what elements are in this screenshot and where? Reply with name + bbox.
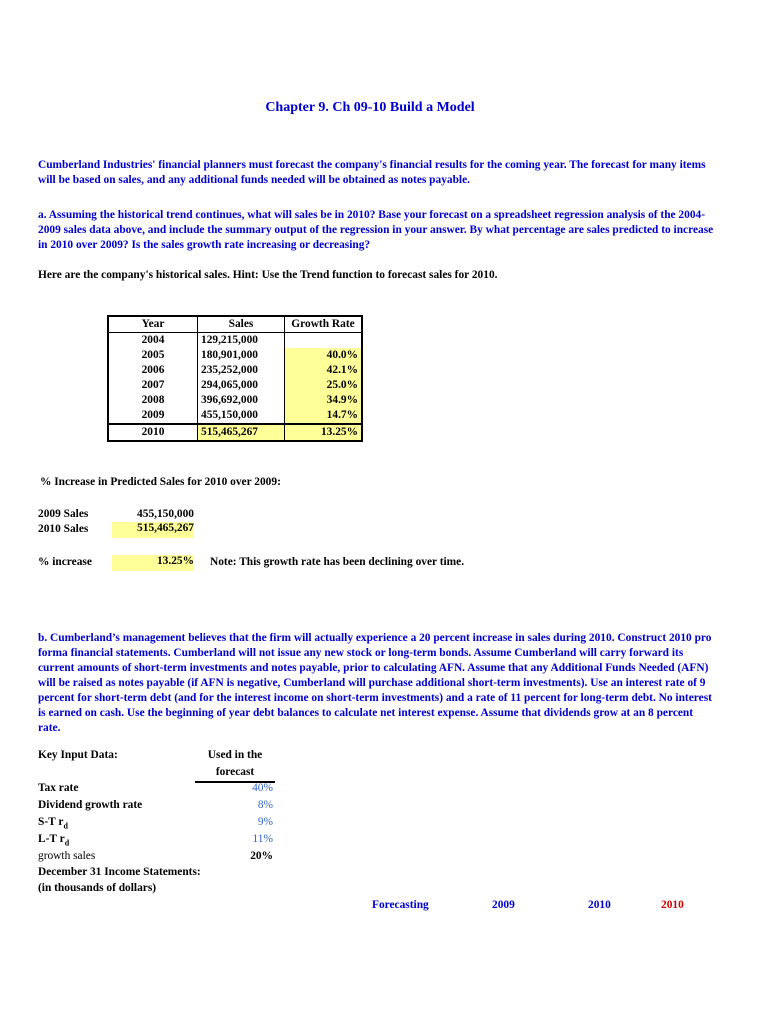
- sales-2010-value: 515,465,267: [112, 522, 194, 538]
- sales-cell: 396,692,000: [198, 393, 285, 408]
- sales-2009-value: 455,150,000: [137, 508, 194, 520]
- inputs-heading: Key Input Data:: [38, 749, 118, 761]
- forecasting-header: Forecasting: [372, 899, 429, 911]
- income-heading: December 31 Income Statements:: [38, 866, 201, 878]
- growth-cell: 25.0%: [285, 378, 363, 393]
- header-sales: Sales: [198, 316, 285, 333]
- table-header-row: [108, 316, 362, 333]
- growth-note: Note: This growth rate has been declining over time.: [210, 556, 465, 568]
- sales-cell: 129,215,000: [198, 333, 285, 349]
- inputs-col-header-1: Used in the: [207, 749, 263, 761]
- growth-cell: 13.25%: [285, 424, 363, 441]
- input-value-growth[interactable]: 20%: [250, 850, 273, 862]
- table-row: [108, 363, 362, 378]
- sales-2009-label: 2009 Sales: [38, 508, 89, 520]
- inputs-col-header-2: forecast: [215, 766, 255, 778]
- year-cell: 2010: [108, 424, 198, 441]
- col-2010-header: 2010: [588, 899, 611, 911]
- year-cell: 2008: [141, 394, 165, 406]
- sales-cell: 235,252,000: [198, 363, 285, 378]
- year-cell: 2007: [141, 379, 165, 391]
- table-row: [108, 348, 362, 363]
- input-value-dividend[interactable]: 8%: [257, 799, 273, 811]
- growth-cell: 42.1%: [285, 363, 363, 378]
- input-value-tax[interactable]: 40%: [252, 782, 273, 794]
- units-label: (in thousands of dollars): [38, 882, 157, 894]
- input-label-lt-rate: L-T $r_d$: [38, 833, 70, 848]
- table-row-forecast: [108, 424, 362, 441]
- col-2010-forecast-header: 2010: [661, 899, 684, 911]
- table-row: [108, 378, 362, 393]
- sales-table: [107, 315, 363, 442]
- growth-cell: 34.9%: [285, 393, 363, 408]
- pct-heading: % Increase in Predicted Sales for 2010 over 2009:: [40, 476, 281, 488]
- col-2009-header: 2009: [492, 899, 515, 911]
- input-label-st-rate-sub: d: [63, 821, 68, 831]
- increase-label: % increase: [38, 556, 92, 568]
- table-row: [108, 333, 362, 349]
- sales-cell: 294,065,000: [198, 378, 285, 393]
- growth-cell: [285, 333, 363, 349]
- sales-cell: 455,150,000: [198, 408, 285, 424]
- intro-paragraph: Cumberland Industries' financial planners must forecast the company's financial results for the coming year. The forecast for many items will be based on sales, and any additional funds needed will be obtained as notes payable.: [38, 159, 706, 186]
- header-year: Year: [108, 316, 198, 333]
- table-row: [108, 408, 362, 424]
- input-label-st-rate: S-T $r_d$: [38, 816, 68, 831]
- year-cell: 2006: [141, 364, 165, 376]
- input-label-tax: Tax rate: [38, 782, 79, 794]
- year-cell: 2005: [141, 349, 165, 361]
- input-label-growth: growth sales: [38, 850, 96, 862]
- input-value-lt-rate[interactable]: 11%: [252, 833, 273, 845]
- growth-cell: 14.7%: [285, 408, 363, 424]
- year-cell: 2004: [141, 334, 165, 346]
- input-label-dividend: Dividend growth rate: [38, 799, 143, 811]
- input-label-lt-rate-sub: d: [64, 838, 70, 848]
- header-growth: Growth Rate: [285, 316, 363, 333]
- question-a: a. Assuming the historical trend continues, what will sales be in 2010? Base your forecast on a spreadsheet regression analysis of the 2004-2009 sales data above, and include the summary output of the regression in your answer. By what percentage are sales predicted to increase in 2010 over 2009? Is the sales growth rate increasing or decreasing?: [38, 209, 714, 251]
- page-title: Chapter 9. Ch 09-10 Build a Model: [265, 100, 475, 115]
- input-value-st-rate[interactable]: 9%: [257, 816, 273, 828]
- sales-cell: 515,465,267: [198, 424, 285, 441]
- table-row: [108, 393, 362, 408]
- hint-text: Here are the company's historical sales. Hint: Use the Trend function to forecast sales for 2010.: [38, 269, 498, 281]
- year-cell: 2009: [141, 409, 165, 421]
- sales-2010-label: 2010 Sales: [38, 523, 89, 535]
- growth-cell: 40.0%: [285, 348, 363, 363]
- question-b: b. Cumberland’s management believes that the firm will actually experience a 20 percent increase in sales during 2010. Construct 2010 pro forma financial statements. Cumberland will not issue any new stock or long-term bonds. Assume Cumberland will carry forward its current amounts of short-term investments and notes payable, prior to calculating AFN. Assume that any Additional Funds Needed (AFN) will be raised as notes payable (if AFN is negative, Cumberland will purchase additional short-term investments). Use an interest rate of 9 percent for short-term debt (and for the interest income on short-term investments) and a rate of 11 percent for long-term debt. No interest is earned on cash. Use the beginning of year debt balances to calculate net interest expense. Assume that dividends grow at an 8 percent rate.: [38, 632, 712, 734]
- increase-value: 13.25%: [112, 555, 194, 571]
- sales-cell: 180,901,000: [198, 348, 285, 363]
